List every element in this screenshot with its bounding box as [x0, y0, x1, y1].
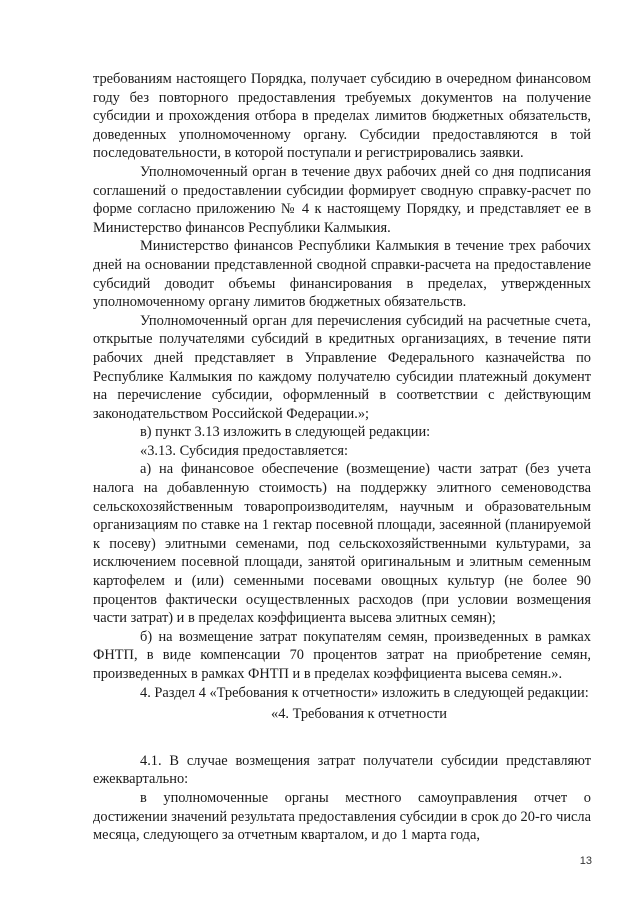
- page-number: 13: [579, 855, 592, 867]
- paragraph: 4. Раздел 4 «Требования к отчетности» изложить в следующей редакции:: [140, 684, 589, 701]
- paragraph: Уполномоченный орган в течение двух рабочих дней со дня подписания соглашений о предоставлении субсидии формирует сводную справку-расчет по форме согласно приложению № 4 к настоящему Порядку, и представляет ее в Министерство финансов Республики Калмыкия.: [93, 163, 591, 236]
- blank-line: [93, 724, 591, 752]
- paragraph: в уполномоченные органы местного самоуправления отчет о достижении значений результата предоставления субсидии в срок до 20-го числа месяца, следующего за отчетным кварталом, и до 1 марта года,: [93, 789, 591, 844]
- paragraph: «3.13. Субсидия предоставляется:: [140, 442, 348, 459]
- paragraph: а) на финансовое обеспечение (возмещение) части затрат (без учета налога на добавленную стоимость) на поддержку элитного семеноводства сельскохозяйственным товаропроизводителям, научным и образовательным организациям по ставке на 1 гектар посевной площади, засеянной (планируемой к посеву) элитными семенами, под сельскохозяйственными культурами, за исключением посевной площади, занятой оригинальным и элитным семенным картофелем и (или) семенными посевами овощных культур (не более 90 процентов фактически осуществленных расходов (при условии возмещения части затрат) и в пределах коэффициента высева элитных семян);: [93, 461, 591, 627]
- document-body: [93, 70, 591, 845]
- paragraph: 4.1. В случае возмещения затрат получатели субсидии представляют ежеквартально:: [93, 752, 591, 788]
- paragraph: б) на возмещение затрат покупателям семян, произведенных в рамках ФНТП, в виде компенсации 70 процентов затрат на приобретение семян, произведенных в рамках ФНТП и в пределах коэффициента высева семян.».: [93, 628, 591, 682]
- paragraph: Министерство финансов Республики Калмыкия в течение трех рабочих дней на основании представленной сводной справки-расчета на предоставление субсидий доводит объемы финансирования в пределах, утвержденных уполномоченному органу лимитов бюджетных обязательств.: [93, 238, 591, 311]
- paragraph: Уполномоченный орган для перечисления субсидий на расчетные счета, открытые получателями субсидий в кредитных организациях, в течение пяти рабочих дней представляет в Управление Федерального казначейства по Республике Калмыкия по каждому получателю субсидии платежный документ на перечисление субсидии, оформленный в соответствии с действующим законодательством Российской Федерации.»;: [93, 312, 591, 422]
- paragraph: требованиям настоящего Порядка, получает субсидию в очередном финансовом году без повторного предоставления требуемых документов на получение субсидии и прохождения отбора в пределах лимитов бюджетных обязательств, доведенных уполномоченному органу. Субсидии предоставляются в той последовательности, в которой поступали и регистрировались заявки.: [93, 71, 591, 162]
- section-heading: «4. Требования к отчетности: [271, 706, 447, 723]
- paragraph: в) пункт 3.13 изложить в следующей редакции:: [140, 424, 431, 441]
